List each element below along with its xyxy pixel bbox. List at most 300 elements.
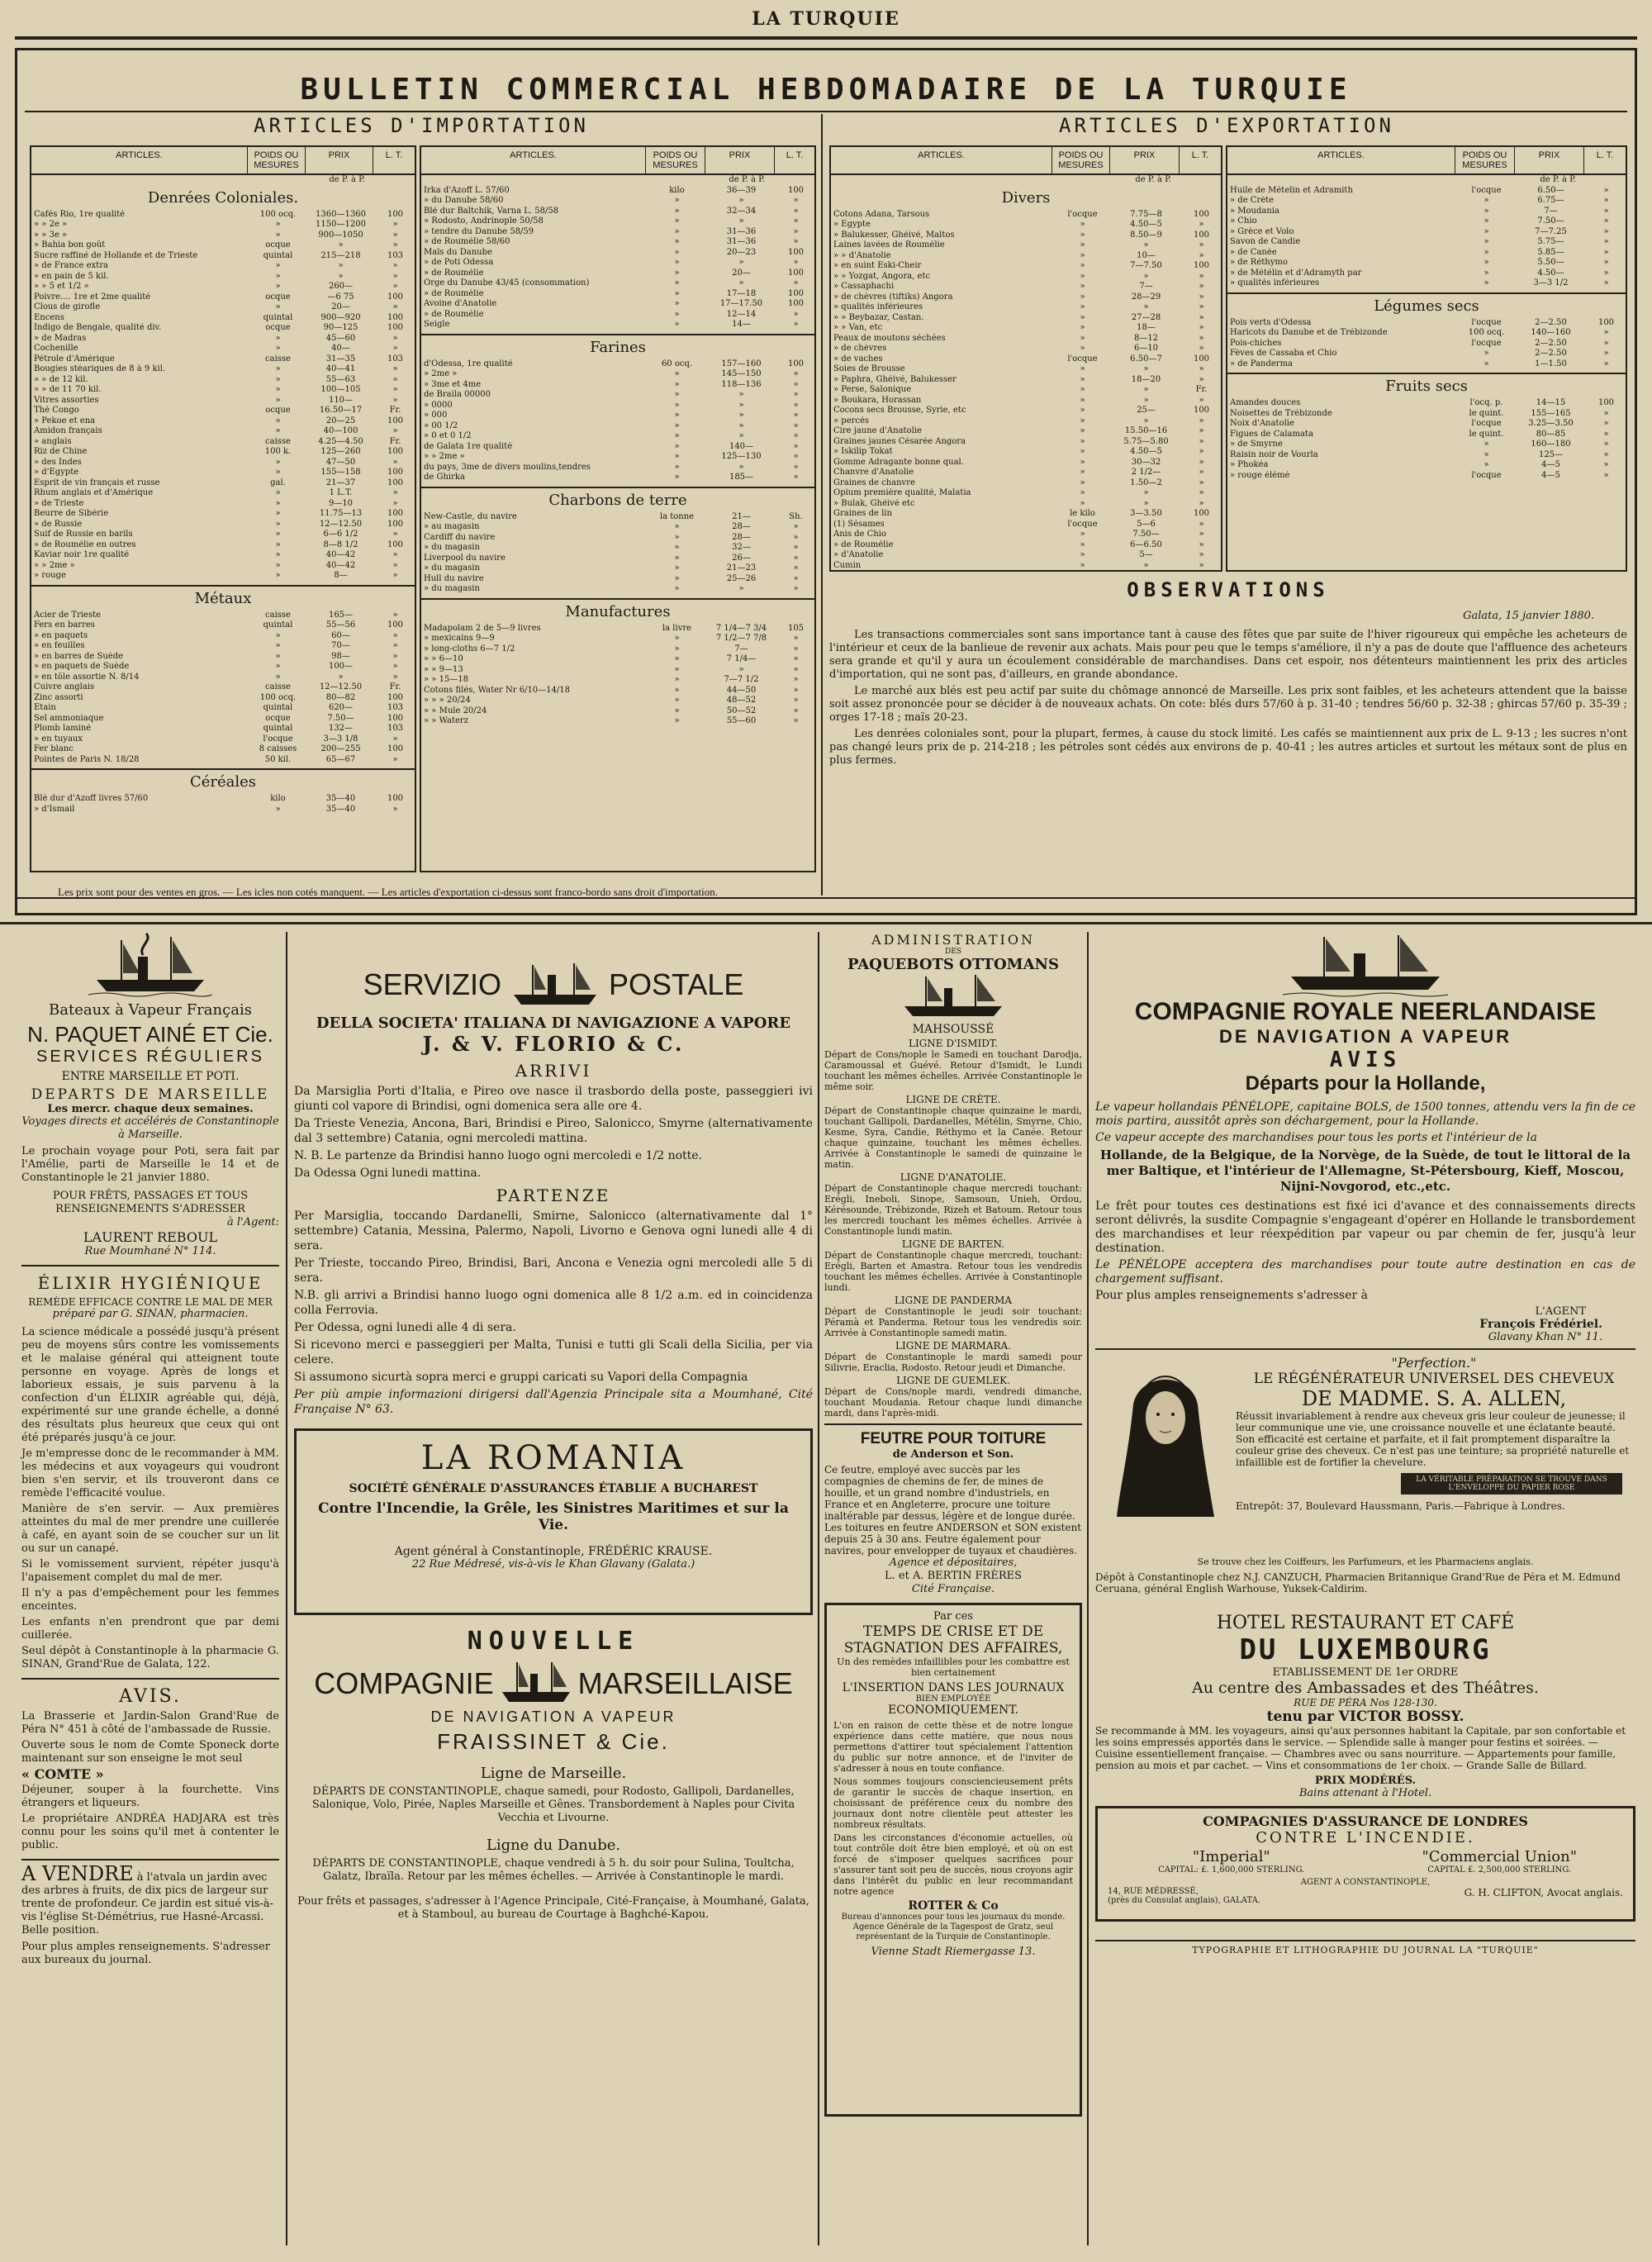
article-name: » mexicains 9—9 <box>424 634 495 643</box>
currency: » <box>1199 292 1204 302</box>
currency: » <box>1603 216 1609 226</box>
price: 40—42 <box>325 560 356 570</box>
measure: » <box>1080 488 1085 497</box>
article-name: » 00 1/2 <box>424 421 458 430</box>
measure: » <box>674 634 680 643</box>
paragraph: Le frêt pour toutes ces destinations est fixé ici d'avance et des connaissements directs seront délivrés, la susdite Compagnie s'engageant d'opérer en Hollande le transbordement des marchandises et leur réexpédition par vapeur ou par chemin de fer, jusqu'à leur destination. <box>1095 1200 1635 1255</box>
article-name: » de Russie <box>34 519 83 529</box>
currency: 100 <box>387 539 404 549</box>
measure: le kilo <box>1070 509 1095 518</box>
article-name: Suif de Russie en barils <box>34 530 133 539</box>
price-row <box>31 620 415 631</box>
measure: 100 ocq. <box>1468 328 1505 337</box>
measure: » <box>1080 344 1085 353</box>
article-name: Sucre raffiné de Hollande et de Trieste <box>34 250 198 260</box>
currency: » <box>392 261 398 270</box>
col-header: POIDS OU MESURES <box>248 147 306 173</box>
article-name: Figues de Calamata <box>1230 429 1313 439</box>
depot: Dépôt à Constantinople chez N.J. CANZUCH, Pharmacien Britannique Grand'Rue de Péra et M. Edmund Ceruana, général English Warhouse, Yuksek-Caldirim. <box>1095 1571 1621 1594</box>
agents-label: Agence et dépositaires, <box>889 1556 1018 1569</box>
article-name: Cumin <box>833 560 862 570</box>
price-row <box>1227 339 1626 349</box>
lead-in: Par ces <box>933 1610 973 1623</box>
price-row <box>831 416 1221 427</box>
currency: » <box>1199 271 1204 281</box>
ad-subtitle: REMÈDE EFFICACE CONTRE LE MAL DE MER <box>28 1296 273 1308</box>
ad-subtitle: L'INSERTION DANS LES JOURNAUX <box>842 1681 1065 1694</box>
price-row <box>31 210 415 221</box>
price-row <box>31 344 415 354</box>
measure: » <box>275 426 281 435</box>
price-row <box>421 463 814 473</box>
measure: » <box>674 226 680 236</box>
price-row <box>31 251 415 262</box>
price-row <box>31 693 415 704</box>
price: 8.50—9 <box>1130 230 1162 240</box>
currency: » <box>392 488 398 497</box>
divider <box>21 1859 279 1860</box>
price-row <box>31 611 415 621</box>
currency: » <box>392 550 398 559</box>
price-row <box>31 631 415 642</box>
price: 55—56 <box>325 620 356 630</box>
paragraph: Seul dépôt à Constantinople à la pharmacie G. SINAN, Grand'Rue de Galata, 122. <box>21 1645 279 1670</box>
article-name: » » 6—10 <box>424 654 463 663</box>
currency: » <box>392 220 398 229</box>
paragraph: Je m'empresse donc de le recommander à MM. les médecins et aux voyageurs qui voudront bien s'en servir, et ils trouveront dans ce remède l'efficacité voulue. <box>21 1447 279 1499</box>
bulletin-title: BULLETIN COMMERCIAL HEBDOMADAIRE DE LA TURQUIE <box>300 73 1352 107</box>
company-name: N. PAQUET AINÉ ET Cie. <box>27 1022 273 1047</box>
ad-heading: PAQUEBOTS OTTOMANS <box>847 956 1060 973</box>
article-name: Thé Congo <box>34 406 79 415</box>
currency: » <box>793 706 799 715</box>
paragraph: La science médicale a possédé jusqu'à présent peu de moyens sûrs contre les vomissements et le malaise général qui atteignent toute personne en voyage. Après de longs et laborieux essais, je suis parvenu à la confection d'un ÉLIXIR agréable qui, déjà, expérimenté sur une grande échelle, a donné des résultats plus heureux que ceux qui ont été préparés jusqu'à ce jour. <box>21 1326 279 1444</box>
article-name: » Paphra, Ghéivé, Balukesser <box>833 374 957 384</box>
currency: 100 <box>387 620 404 630</box>
article-name: » de Roumélie <box>424 288 484 298</box>
company-name: J. & V. FLORIO & C. <box>422 1032 685 1056</box>
price-row <box>1227 207 1626 217</box>
price: 26— <box>732 553 751 563</box>
price: 20—23 <box>726 247 757 257</box>
article-name: Avoine d'Anatolie <box>424 299 497 308</box>
measure: ocque <box>265 323 291 332</box>
measure: » <box>674 390 680 399</box>
paragraph: N.B. gli arrivi a Brindisi hanno luogo ogni domenica alle 8 1/2 a.m. ed in coincidenza colla Ferrovia. <box>294 1289 813 1317</box>
price-row <box>1227 248 1626 259</box>
measure: la livre <box>662 623 692 633</box>
currency: » <box>392 282 398 291</box>
currency: » <box>793 258 799 267</box>
price: 4.50—5 <box>1130 447 1162 456</box>
observation-paragraph: Les transactions commerciales sont sans importance tant à cause des fêtes que par suite de l'hiver rigoureux qui empêche les acheteurs de l'intérieur et ceux de la banlieue de revenir aux achats. Mais pour peu que le temps s'améliore, il n'y a pas de doute que l'affluence des acheteurs sera grande et qu'il y aura un écoulement considérable de marchandises. Dans cet espoir, nos détenteurs maintiennent les prix des articles d'importation, qui ne sont pas, d'ailleurs, en grande abondance. <box>829 629 1627 681</box>
currency: » <box>793 421 799 430</box>
currency: » <box>392 530 398 539</box>
currency: » <box>392 271 398 281</box>
article-name: » en paquets de Suède <box>34 662 130 671</box>
currency: 100 <box>387 416 404 425</box>
price: 100—105 <box>320 385 361 394</box>
currency: » <box>392 754 398 764</box>
price: 40— <box>331 344 350 353</box>
currency: » <box>392 662 398 671</box>
measure: caisse <box>265 610 291 620</box>
price: 6.50—7 <box>1130 354 1162 364</box>
measure: » <box>674 196 680 205</box>
price: 44—50 <box>726 685 757 695</box>
price: 40—41 <box>325 364 356 373</box>
price-row <box>421 380 814 391</box>
measure: » <box>674 664 680 674</box>
address: (près du Consulat anglais), GALATA. <box>1108 1896 1260 1905</box>
price-row <box>1227 359 1626 370</box>
ad-subtitle: ECONOMIQUEMENT. <box>887 1704 1019 1717</box>
price-row <box>31 220 415 230</box>
line-text: DÉPARTS DE CONSTANTINOPLE, chaque vendredi à 5 h. du soir pour Sulina, Toultcha, Galatz, Ibraïla. Retour par les mêmes échelles. — Arrivée à Constantinople le mardi. <box>312 1857 795 1883</box>
article-name: Plomb laminé <box>34 724 92 733</box>
price-row <box>31 682 415 693</box>
measure: » <box>1080 426 1085 435</box>
ad-heading: NOUVELLE <box>467 1627 640 1656</box>
table-head <box>421 147 814 175</box>
ad-body <box>21 1710 279 1852</box>
article-name: Seigle <box>424 320 450 329</box>
price: 6—10 <box>1133 344 1159 353</box>
price: 3—3 1/8 <box>323 734 358 744</box>
price-row <box>31 458 415 468</box>
article-name: » de Roumélie <box>833 539 894 549</box>
measure: ocque <box>265 240 291 249</box>
price: 47—50 <box>325 457 356 467</box>
price: 155—165 <box>1531 408 1571 418</box>
price: » <box>738 462 744 472</box>
currency: » <box>392 333 398 343</box>
measure: la tonne <box>659 511 695 521</box>
price-row <box>31 734 415 745</box>
price-row <box>421 411 814 421</box>
measure: » <box>1483 268 1489 278</box>
category-title: Denrées Coloniales. <box>147 188 299 207</box>
article-name: » de France extra <box>34 261 108 270</box>
measure: » <box>275 672 281 682</box>
category-title: Charbons de terre <box>548 491 687 509</box>
price: » <box>1143 416 1149 425</box>
category-title: Farines <box>590 338 646 356</box>
col-header: PRIX <box>705 147 775 173</box>
measure: » <box>1483 237 1489 246</box>
article-name: » Boukara, Horassan <box>833 395 922 405</box>
currency: » <box>1199 302 1204 311</box>
measure: quintal <box>263 620 293 630</box>
divider <box>21 1678 279 1680</box>
article-name: Opium première qualité, Malatia <box>833 488 971 497</box>
price: 3.25—3.50 <box>1528 419 1574 428</box>
ad-romania <box>294 1428 813 1615</box>
price: » <box>738 411 744 420</box>
ad-subtitle: ETABLISSEMENT DE 1er ORDRE <box>1272 1666 1459 1679</box>
price: » <box>1143 560 1149 570</box>
measure: » <box>1080 550 1085 559</box>
article-name: » de Crète <box>1230 196 1275 205</box>
article-name: Riz de Chine <box>34 447 88 456</box>
currency: Fr. <box>389 406 401 415</box>
measure: » <box>674 696 680 705</box>
price-row <box>421 442 814 453</box>
measure: » <box>1080 447 1085 456</box>
currency: » <box>1199 447 1204 456</box>
imports-title: ARTICLES D'IMPORTATION <box>254 114 589 137</box>
currency: 100 <box>387 312 404 322</box>
price: 21— <box>732 511 751 521</box>
price-row <box>831 261 1221 272</box>
currency: » <box>1199 498 1204 508</box>
ad-paquebots <box>824 932 1082 1419</box>
price-row <box>831 302 1221 313</box>
paragraph: Déjeuner, souper à la fourchette. Vins étrangers et liqueurs. <box>21 1784 279 1809</box>
measure: » <box>275 282 281 291</box>
line-text: Départ de Constantinople chaque mercredi touchant: Erégli, Ineboli, Sinope, Samsoun, Unieh, Ordou, Kérésounde, Trébizonde, Rizeh et Batoum. Retour tous les mercredi touchant les mêmes échelles. Arrivée à Constantinople lundi matin. <box>824 1183 1082 1237</box>
price-row <box>31 488 415 499</box>
company-name: MAHSOUSSÉ <box>912 1023 995 1036</box>
departures-list <box>294 1209 813 1417</box>
price: » <box>1143 302 1149 311</box>
currency-note: de P. à P. <box>1135 175 1171 184</box>
price-row <box>421 320 814 330</box>
currency: » <box>793 685 799 695</box>
currency: » <box>1199 312 1204 322</box>
steamship-icon <box>1283 932 1448 998</box>
price: » <box>738 431 744 440</box>
price-row <box>31 272 415 283</box>
article-name: » des Indes <box>34 457 82 467</box>
measure: caisse <box>265 682 291 691</box>
price: » <box>1143 240 1149 249</box>
price: 1—1.50 <box>1535 359 1567 368</box>
ad-heading: MARSEILLAISE <box>577 1666 793 1700</box>
price: 5— <box>1139 550 1153 559</box>
price-row <box>421 359 814 370</box>
paragraph: L'on en raison de cette thèse et de notre longue expérience dans cette matière, que nous nous permettons d'attirer tout spécialement l'attention du public sur notre annonce, et de l'inviter de s'adresser à nous en toute confiance. <box>833 1720 1073 1774</box>
price-rows <box>831 210 1221 572</box>
article-name: Acier de Trieste <box>34 610 102 620</box>
price-row <box>421 207 814 217</box>
measure: » <box>1483 216 1489 226</box>
col-header: POIDS OU MESURES <box>646 147 705 173</box>
portrait-icon <box>1112 1363 1219 1520</box>
entrepot: Entrepôt: 37, Boulevard Haussmann, Paris.—Fabrique à Londres. <box>1236 1500 1565 1512</box>
article-name: » de Panderma <box>1230 359 1294 368</box>
measure: » <box>674 278 680 288</box>
article-name: » Pekoe et ena <box>34 416 96 425</box>
price: 45—60 <box>325 333 356 343</box>
currency: » <box>1199 468 1204 477</box>
price: 1 L.T. <box>329 488 353 497</box>
ad-heading: TEMPS DE CRISE ET DE STAGNATION DES AFFAIRES, <box>843 1623 1063 1656</box>
price-row <box>421 258 814 268</box>
column-3 <box>824 932 1082 2117</box>
category-title: Fruits secs <box>1385 378 1468 395</box>
agent-address: Glavany Khan N° 11. <box>1488 1331 1602 1343</box>
paragraph: Le vapeur hollandais PÉNÉLOPE, capitaine BOLS, de 1500 tonnes, attendu vers la fin de ce mois partira, aussitôt après son déchargement, pour la Hollande. <box>1095 1100 1635 1128</box>
article-name: de Braila 00000 <box>424 390 491 399</box>
article-name: Hull du navire <box>424 573 484 583</box>
price: 10— <box>1137 250 1156 260</box>
article-name: » d'Ismail <box>34 804 75 814</box>
measure: » <box>674 216 680 226</box>
price: 140— <box>729 441 754 451</box>
route: ENTRE MARSEILLE ET POTI. <box>61 1070 240 1083</box>
divider <box>421 487 814 488</box>
ad-subtitle: DE NAVIGATION A VAPEUR <box>1218 1026 1512 1047</box>
measure: » <box>674 522 680 531</box>
measure: » <box>275 457 281 467</box>
currency: Fr. <box>389 682 401 691</box>
price-row <box>1227 409 1626 420</box>
price-row <box>421 431 814 442</box>
price: 6—6 1/2 <box>323 530 358 539</box>
price-row <box>831 478 1221 489</box>
currency: » <box>1199 333 1204 343</box>
price: » <box>738 584 744 593</box>
measure: » <box>674 543 680 552</box>
price-row <box>831 251 1221 262</box>
price-row <box>31 447 415 458</box>
observations-title: OBSERVATIONS <box>1127 578 1330 601</box>
col-header: PRIX <box>306 147 373 173</box>
currency: » <box>793 441 799 451</box>
article-name: » percés <box>833 416 870 425</box>
measure: l'ocque <box>1471 470 1502 480</box>
currency: » <box>793 553 799 563</box>
article-name: » » 9—13 <box>424 664 463 674</box>
ad-body <box>21 1326 279 1671</box>
steamship-icon <box>499 1659 573 1708</box>
currency: » <box>1199 364 1204 373</box>
article-name: » Perse, Salonique <box>833 385 912 394</box>
price-rows <box>31 611 415 766</box>
price: 65—67 <box>325 754 356 764</box>
currency: » <box>1199 395 1204 405</box>
article-name: Fèves de Cassaba et Chio <box>1230 349 1337 358</box>
ad-heading: ÉLIXIR HYGIÉNIQUE <box>37 1273 263 1293</box>
departures-heading: PARTENZE <box>496 1186 611 1205</box>
article-name: » 3me et 4me <box>424 379 482 389</box>
article-name: » » Beybazar, Castan. <box>833 312 924 322</box>
observation-paragraph: Le marché aux blés est peu actif par suite du chômage annoncé de Marseille. Les prix sont faibles, et les acheteurs attendent que la baisse soit assez prononcée pour se décider à de nouveaux achats. On cote: blés durs 57/60 à p. 31-40 ; tendres 56/60 p. 32-38 ; ghircas 57/60 p. 35-39 ; orges 17-18 ; maïs 20-23. <box>829 685 1627 724</box>
price-row <box>1227 398 1626 409</box>
currency: 103 <box>387 703 404 712</box>
divider <box>1227 292 1626 294</box>
ad-elixir <box>21 1273 279 1671</box>
article-name: Raisin noir de Vourla <box>1230 449 1318 459</box>
price-row <box>831 313 1221 324</box>
price-row <box>31 416 415 427</box>
ad-heading: FEUTRE POUR TOITURE <box>860 1430 1047 1447</box>
price: 8—8 1/2 <box>323 539 358 549</box>
price-row <box>831 230 1221 241</box>
article-name: » » de 11 70 kil. <box>34 385 102 394</box>
measure: » <box>1080 436 1085 446</box>
divider <box>31 768 415 770</box>
article-name: Irka d'Azoff L. 57/60 <box>424 185 510 195</box>
currency: » <box>793 206 799 216</box>
price-rows <box>421 186 814 330</box>
currency: » <box>793 452 799 461</box>
currency: » <box>1199 550 1204 559</box>
line-text: DÉPARTS DE CONSTANTINOPLE, chaque samedi, pour Rodosto, Gallipoli, Dardanelles, Salonique, Volo, Pirée, Naples Marseille et Gênes. Transbordement à Naples pour Civita Vecchia et Livourne. <box>311 1785 795 1824</box>
measure: » <box>674 563 680 573</box>
measure: » <box>674 441 680 451</box>
ad-body: à l'atvala un jardin avec des arbres à fruits, de dix pics de largeur sur trente de profondeur. Ce jardin est situé vis-à-vis l'église St-Démétrius, rue Hasné-Arcassi. Belle position. <box>21 1871 273 1936</box>
article-name: » en tuyaux <box>34 734 83 744</box>
paragraph: Le PÉNÉLOPE acceptera des marchandises pour toute autre destination en cas de chargement suffisant. <box>1095 1258 1635 1285</box>
currency: » <box>1603 470 1609 480</box>
article-name: du pays, 3me de divers moulins,tendres <box>424 462 591 472</box>
price-row <box>1227 237 1626 248</box>
price: » <box>1143 385 1149 394</box>
currency: » <box>1603 196 1609 205</box>
price: » <box>738 278 744 288</box>
article-name: Cuivre anglais <box>34 682 95 691</box>
price: 7.50— <box>1132 530 1160 539</box>
measure: quintal <box>263 703 293 712</box>
price: 18— <box>1137 323 1156 332</box>
price: 125— <box>1538 449 1564 459</box>
measure: l'ocque <box>1471 419 1502 428</box>
price: 4—5 <box>1541 470 1560 480</box>
lines-list <box>824 1038 1082 1419</box>
measure: » <box>1080 250 1085 260</box>
currency: » <box>793 216 799 226</box>
price: 125—130 <box>721 452 762 461</box>
measure: kilo <box>669 185 685 195</box>
price: 5.75—5.80 <box>1123 436 1169 446</box>
article-name: » au magasin <box>424 522 480 531</box>
currency: » <box>793 431 799 440</box>
measure: » <box>275 395 281 405</box>
paragraph: Dans les circonstances d'économie actuelles, où tout contrôle doit être bien employé, et où on est forcé de s'imposer quelques sacrifices pour s'assurer tant soit peu de succès, nous croyons agir dans l'intérêt du public en leur recommandant notre agence <box>833 1832 1073 1897</box>
article-name: » tendre du Danube 58/59 <box>424 226 534 236</box>
article-name: » Rodosto, Andrinople 50/58 <box>424 216 544 226</box>
measure: ocque <box>265 406 291 415</box>
measure: » <box>1483 258 1489 267</box>
currency: » <box>1199 250 1204 260</box>
article-name: Graines de lin <box>833 509 892 518</box>
measure: » <box>275 344 281 353</box>
measure: 100 k. <box>264 447 292 456</box>
measure: 50 kil. <box>264 754 292 764</box>
price-row <box>31 794 415 805</box>
measure: » <box>674 309 680 319</box>
measure: 60 ocq. <box>661 359 693 368</box>
price-row <box>421 706 814 717</box>
price-row <box>421 452 814 463</box>
price-row <box>31 703 415 714</box>
article-name: Maïs du Danube <box>424 247 492 257</box>
measure: l'ocque <box>263 734 293 744</box>
price: 5—6 <box>1137 519 1156 529</box>
currency: » <box>1603 237 1609 246</box>
measure: » <box>1080 240 1085 249</box>
divider <box>421 598 814 600</box>
price-row <box>421 634 814 644</box>
price-row <box>421 278 814 289</box>
currency: » <box>793 675 799 684</box>
article-name: Gomme Adragante bonne qual. <box>833 457 964 467</box>
price: 155—158 <box>320 468 361 477</box>
article-name: Orge du Danube 43/45 (consommation) <box>424 278 590 288</box>
price-row <box>831 240 1221 251</box>
